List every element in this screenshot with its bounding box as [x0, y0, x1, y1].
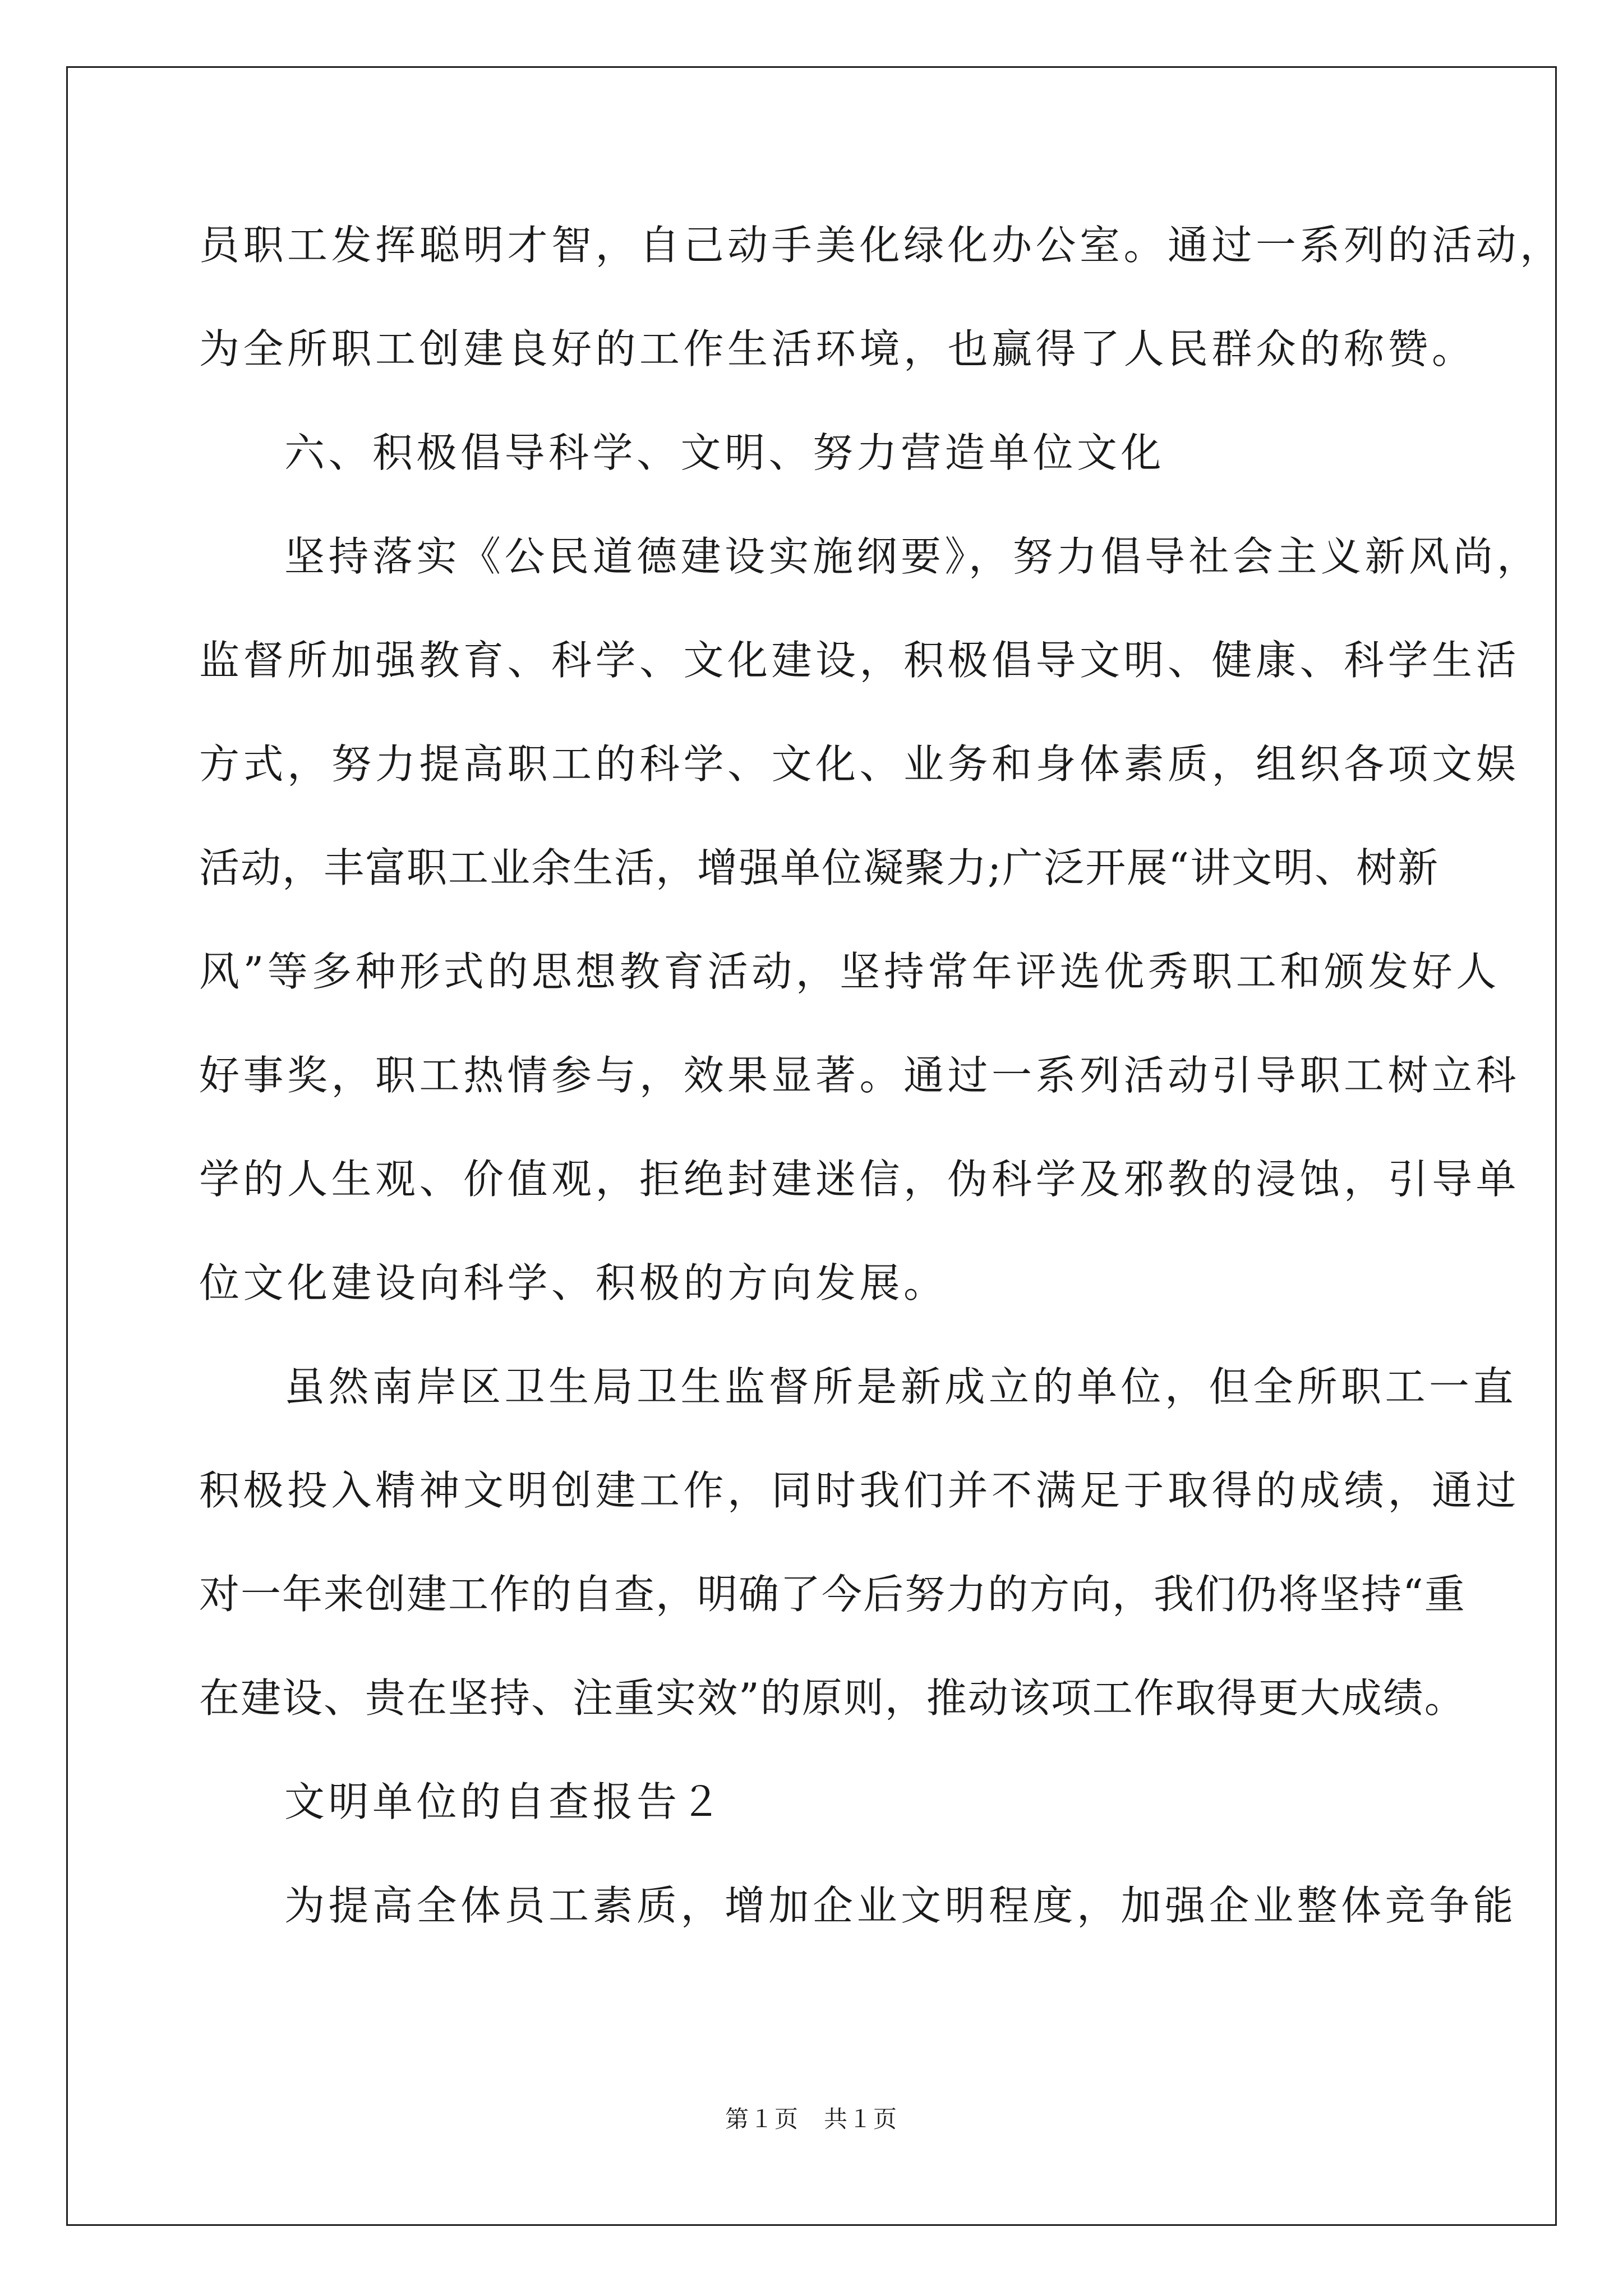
- body-line: 位文化建设向科学、积极的方向发展。: [199, 1259, 948, 1306]
- document-body: [199, 194, 1564, 1958]
- page-number-footer: 第１页 共１页: [725, 2107, 898, 2133]
- body-line: 风”等多种形式的思想教育活动，坚持常年评选优秀职工和颁发好人: [199, 948, 1500, 995]
- body-line: 积极投入精神文明创建工作，同时我们并不满足于取得的成绩，通过: [199, 1467, 1520, 1514]
- section-heading: 文明单位的自查报告２: [284, 1778, 725, 1825]
- body-line: 活动，丰富职工业余生活，增强单位凝聚力;广泛开展“讲文明、树新: [199, 844, 1440, 891]
- body-line: 对一年来创建工作的自查，明确了今后努力的方向，我们仍将坚持“重: [199, 1571, 1466, 1618]
- body-line: 员职工发挥聪明才智，自己动手美化绿化办公室。通过一系列的活动，: [199, 222, 1564, 269]
- section-heading: 六、积极倡导科学、文明、努力营造单位文化: [284, 429, 1165, 476]
- body-line: 学的人生观、价值观，拒绝封建迷信，伪科学及邪教的浸蚀，引导单: [199, 1156, 1520, 1203]
- body-line: 为提高全体员工素质，增加企业文明程度，加强企业整体竞争能: [284, 1882, 1518, 1929]
- body-line: 坚持落实《公民道德建设实施纲要》，努力倡导社会主义新风尚，: [284, 533, 1541, 580]
- body-line: 方式，努力提高职工的科学、文化、业务和身体素质，组织各项文娱: [199, 740, 1520, 788]
- body-line: 好事奖，职工热情参与，效果显著。通过一系列活动引导职工树立科: [199, 1052, 1520, 1099]
- body-line: 虽然南岸区卫生局卫生监督所是新成立的单位，但全所职工一直: [284, 1363, 1518, 1410]
- body-line: 监督所加强教育、科学、文化建设，积极倡导文明、健康、科学生活: [199, 637, 1520, 684]
- body-line: 在建设、贵在坚持、注重实效”的原则，推动该项工作取得更大成绩。: [199, 1674, 1466, 1722]
- body-line: 为全所职工创建良好的工作生活环境，也赢得了人民群众的称赞。: [199, 325, 1476, 372]
